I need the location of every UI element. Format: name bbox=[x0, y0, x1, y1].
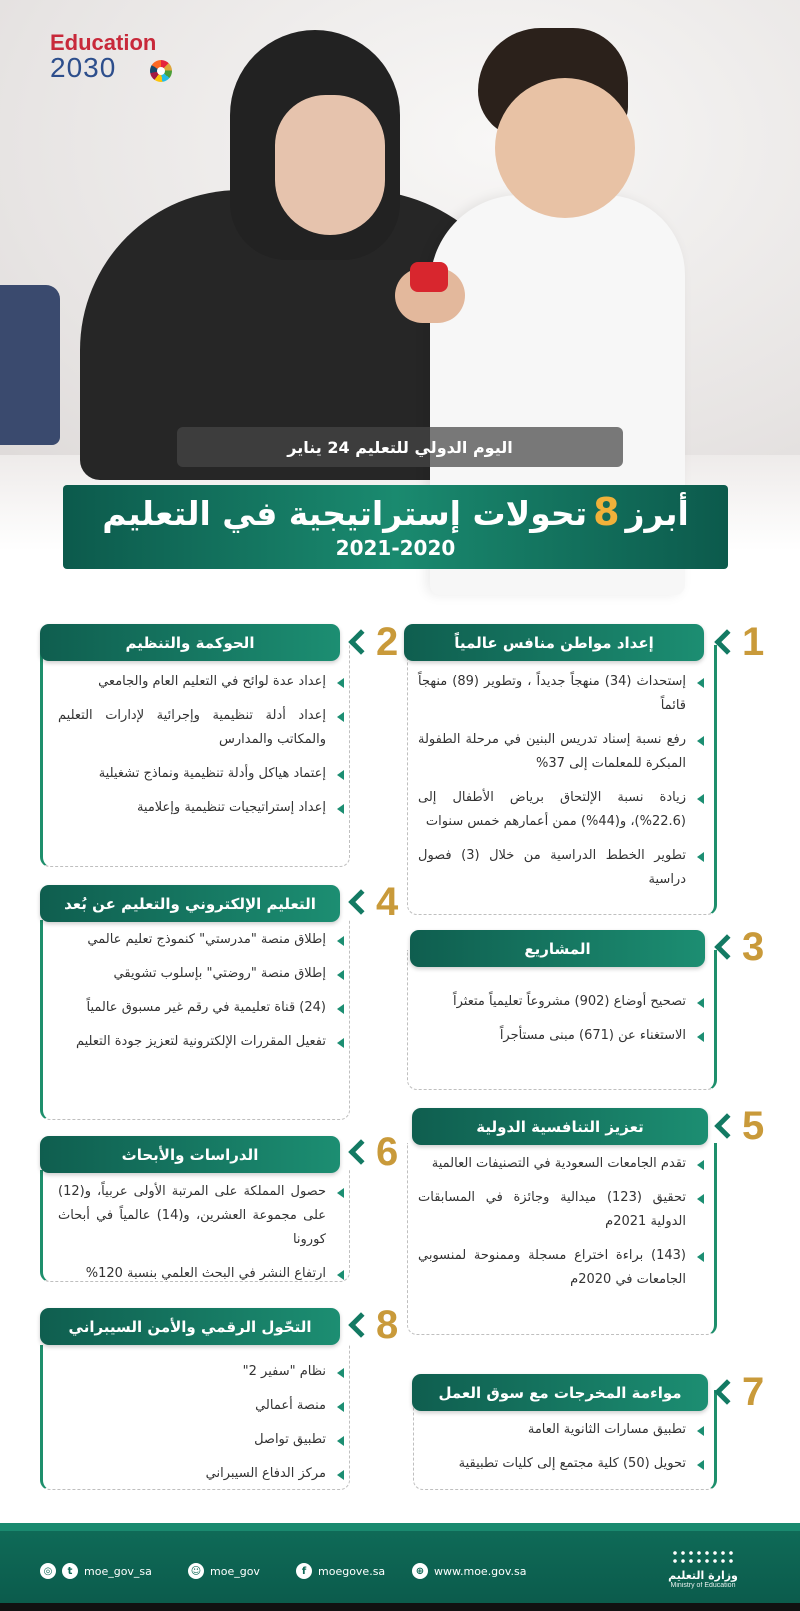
title-main bbox=[63, 491, 728, 535]
section-4-badge: 4 bbox=[352, 880, 398, 924]
list-item: مركز الدفاع السيبراني bbox=[58, 1462, 346, 1486]
page-title bbox=[63, 485, 728, 569]
list-item: منصة أعمالي bbox=[58, 1394, 346, 1418]
chevron-left-icon bbox=[348, 629, 373, 654]
section-7-list bbox=[420, 1418, 706, 1486]
bottom-bar bbox=[0, 1603, 800, 1611]
list-item: رفع نسبة إسناد تدريس البنين في مرحلة الطفولة المبكرة للمعلمات إلى 37% bbox=[418, 728, 706, 776]
chevron-left-icon bbox=[348, 1139, 373, 1164]
list-item: (24) قناة تعليمية في رقم غير مسبوق عالمياً bbox=[58, 996, 346, 1020]
chevron-left-icon bbox=[714, 1379, 739, 1404]
list-item: إعداد عدة لوائح في التعليم العام والجامعي bbox=[58, 670, 346, 694]
section-1-list bbox=[418, 670, 706, 902]
list-item: تطوير الخطط الدراسية من خلال (3) فصول دراسية bbox=[418, 844, 706, 892]
section-6-title: الدراسات والأبحاث bbox=[40, 1136, 340, 1173]
list-item: تصحيح أوضاع (902) مشروعاً تعليمياً متعثراً bbox=[418, 990, 706, 1014]
chevron-left-icon bbox=[714, 934, 739, 959]
section-5-badge: 5 bbox=[718, 1104, 764, 1148]
footer-social-facebook[interactable] bbox=[296, 1561, 385, 1581]
toy bbox=[410, 262, 448, 292]
twitter-icon: t bbox=[62, 1563, 78, 1579]
title-years: 2021-2020 bbox=[335, 536, 456, 560]
section-7-badge: 7 bbox=[718, 1370, 764, 1414]
list-item: الاستغناء عن (671) مبنى مستأجراً bbox=[418, 1024, 706, 1048]
list-item: إستحداث (34) منهجاً جديداً ، وتطوير (89) منهجاً قائماً bbox=[418, 670, 706, 718]
chevron-left-icon bbox=[714, 1113, 739, 1138]
title-prefix: أبرز bbox=[625, 494, 689, 533]
list-item: نظام "سفير 2" bbox=[58, 1360, 346, 1384]
footer-social-snapchat[interactable] bbox=[188, 1561, 260, 1581]
ministry-emblem-icon bbox=[671, 1549, 735, 1567]
chevron-left-icon bbox=[348, 889, 373, 914]
footer bbox=[0, 1531, 800, 1611]
chevron-left-icon bbox=[714, 629, 739, 654]
section-6-list bbox=[58, 1180, 346, 1296]
list-item: زيادة نسبة الإلتحاق برياض الأطفال إلى (22.6%)، و(44%) ممن أعمارهم خمس سنوات bbox=[418, 786, 706, 834]
section-3-title: المشاريع bbox=[410, 930, 705, 967]
section-2-badge: 2 bbox=[352, 620, 398, 664]
ministry-name-en: Ministry of Education bbox=[670, 1582, 736, 1589]
section-3-badge: 3 bbox=[718, 925, 764, 969]
instagram-icon: ◎ bbox=[40, 1563, 56, 1579]
title-number: 8 bbox=[593, 490, 620, 534]
list-item: تطبيق تواصل bbox=[58, 1428, 346, 1452]
list-item: (143) براءة اختراع مسجلة وممنوحة لمنسوبي الجامعات في 2020م bbox=[418, 1244, 706, 1292]
footer-website-link[interactable] bbox=[412, 1561, 527, 1581]
section-2-list bbox=[58, 670, 346, 830]
list-item: إطلاق منصة "روضتي" بإسلوب تشويقي bbox=[58, 962, 346, 986]
section-8-badge: 8 bbox=[352, 1303, 398, 1347]
twitter-handle: moe_gov_sa bbox=[84, 1564, 152, 1578]
section-3-list bbox=[418, 990, 706, 1058]
facebook-handle: moegove.sa bbox=[318, 1564, 386, 1578]
section-5-list bbox=[418, 1152, 706, 1302]
facebook-icon: f bbox=[296, 1563, 312, 1579]
footer-social-twitter[interactable] bbox=[40, 1561, 152, 1581]
chevron-left-icon bbox=[348, 1312, 373, 1337]
list-item: إطلاق منصة "مدرستي" كنموذج تعليم عالمي bbox=[58, 928, 346, 952]
list-item: حصول المملكة على المرتبة الأولى عربياً، و(12) على مجموعة العشرين، و(14) عالمياً في أبحاث كورونا bbox=[58, 1180, 346, 1252]
list-item: ارتفاع النشر في البحث العلمي بنسبة 120% bbox=[58, 1262, 346, 1286]
section-1-badge: 1 bbox=[718, 620, 764, 664]
snapchat-handle: moe_gov bbox=[210, 1564, 260, 1578]
ministry-logo bbox=[648, 1549, 758, 1599]
section-6-badge: 6 bbox=[352, 1130, 398, 1174]
section-7-title: مواءمة المخرجات مع سوق العمل bbox=[412, 1374, 708, 1411]
sdg-wheel-icon bbox=[150, 60, 172, 82]
chair bbox=[0, 285, 60, 445]
list-item: تطبيق مسارات الثانوية العامة bbox=[420, 1418, 706, 1442]
education-2030-logo bbox=[50, 32, 180, 84]
international-day-label: اليوم الدولي للتعليم 24 يناير bbox=[177, 427, 623, 467]
list-item: تحويل (50) كلية مجتمع إلى كليات تطبيقية bbox=[420, 1452, 706, 1476]
logo-word: Education bbox=[50, 30, 157, 55]
list-item: إعداد أدلة تنظيمية وإجرائية لإدارات التعليم والمكاتب والمدارس bbox=[58, 704, 346, 752]
section-4-title: التعليم الإلكتروني والتعليم عن بُعد bbox=[40, 885, 340, 922]
section-8-title: التحّول الرقمي والأمن السيبراني bbox=[40, 1308, 340, 1345]
list-item: إعتماد هياكل وأدلة تنظيمية ونماذج تشغيلية bbox=[58, 762, 346, 786]
ministry-name-ar: وزارة التعليم bbox=[668, 1569, 738, 1582]
list-item: تقدم الجامعات السعودية في التصنيفات العالمية bbox=[418, 1152, 706, 1176]
website-url: www.moe.gov.sa bbox=[434, 1564, 527, 1578]
logo-year: 2030 bbox=[50, 52, 117, 83]
list-item: إعداد إستراتيجيات تنظيمية وإعلامية bbox=[58, 796, 346, 820]
section-4-list bbox=[58, 928, 346, 1064]
globe-icon: ⊕ bbox=[412, 1563, 428, 1579]
snapchat-icon: ☺ bbox=[188, 1563, 204, 1579]
section-1-title: إعداد مواطن منافس عالمياً bbox=[404, 624, 704, 661]
section-8-list bbox=[58, 1360, 346, 1496]
section-2-title: الحوكمة والتنظيم bbox=[40, 624, 340, 661]
section-5-title: تعزيز التنافسية الدولية bbox=[412, 1108, 708, 1145]
list-item: تفعيل المقررات الإلكترونية لتعزيز جودة التعليم bbox=[58, 1030, 346, 1054]
title-suffix: تحولات إستراتيجية في التعليم bbox=[102, 494, 588, 533]
list-item: تحقيق (123) ميدالية وجائزة في المسابقات الدولية 2021م bbox=[418, 1186, 706, 1234]
